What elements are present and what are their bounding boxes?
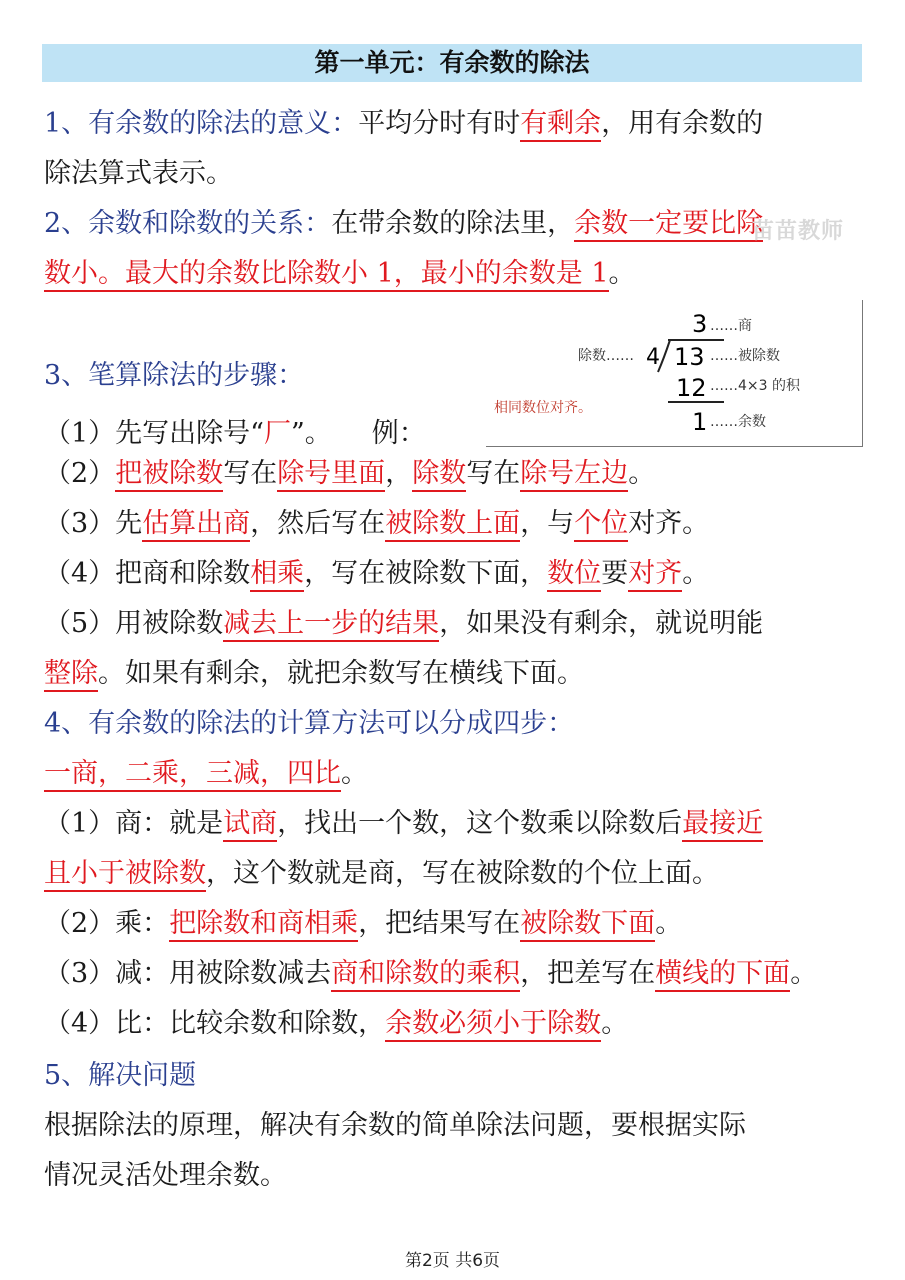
product-digits: 12 xyxy=(676,374,707,402)
text: ，把差写在 xyxy=(520,958,656,989)
text: 。 xyxy=(341,758,368,789)
method-3 xyxy=(44,956,817,992)
emphasis: 余数一定要比除 xyxy=(574,208,763,242)
section-4-heading: 4、有余数的除法的计算方法可以分成四步： xyxy=(44,708,575,739)
divisor-label: 除数…… xyxy=(578,348,634,364)
alignment-note: 相同数位对齐。 xyxy=(494,400,592,416)
section-2-line-1 xyxy=(44,206,763,242)
emphasis: 减去上一步的结果 xyxy=(223,608,439,642)
emphasis: 最接近 xyxy=(682,808,763,842)
emphasis: 被除数上面 xyxy=(385,508,520,542)
text: （2）乘： xyxy=(44,908,170,939)
text: （4）比：比较余数和除数， xyxy=(44,1008,386,1039)
remainder-digit: 1 xyxy=(692,408,708,436)
text: 对齐。 xyxy=(628,508,710,539)
text: 在带余数的除法里， xyxy=(331,208,575,239)
dividend-digits: 13 xyxy=(674,343,705,371)
emphasis: 把除数和商相乘 xyxy=(169,908,358,942)
section-3-heading: 3、笔算除法的步骤： xyxy=(44,360,305,391)
step-1 xyxy=(44,416,426,452)
emphasis: 把被除数 xyxy=(115,458,223,492)
text: ，把结果写在 xyxy=(358,908,521,939)
emphasis: 相乘 xyxy=(250,558,304,592)
section-1-heading: 1、有余数的除法的意义： xyxy=(44,108,359,139)
emphasis: 数位 xyxy=(547,558,601,592)
emphasis: 且小于被除数 xyxy=(44,858,206,892)
section-4-heading-line xyxy=(44,706,574,742)
step-3 xyxy=(44,506,709,542)
section-1-line-2 xyxy=(44,156,233,192)
section-2-heading: 2、余数和除数的关系： xyxy=(44,208,332,239)
remainder-label: ……余数 xyxy=(710,414,766,430)
text: 。 xyxy=(655,908,683,939)
emphasis: 估算出商 xyxy=(142,508,250,542)
section-5-line-1 xyxy=(44,1108,746,1144)
method-4 xyxy=(44,1006,628,1042)
text: 平均分时有时 xyxy=(358,108,521,139)
section-2-line-2 xyxy=(44,256,636,292)
text: 除法算式表示。 xyxy=(44,158,233,189)
page-footer: 第2页 共6页 xyxy=(404,1251,501,1271)
text: 要 xyxy=(601,558,629,589)
text: 写在 xyxy=(223,458,278,489)
division-figure xyxy=(486,300,862,446)
text: 。 xyxy=(628,458,656,489)
method-1-line-1 xyxy=(44,806,763,842)
text: ，如果没有剩余，就说明能 xyxy=(439,608,764,639)
step-2 xyxy=(44,456,655,492)
division-sign: 厂 xyxy=(263,418,291,449)
text: ， xyxy=(385,458,413,489)
section-1-line-1 xyxy=(44,106,763,142)
quotient-digit: 3 xyxy=(692,310,708,338)
emphasis: 横线的下面 xyxy=(655,958,790,992)
emphasis: 数小。最大的余数比除数小 1，最小的余数是 1 xyxy=(44,258,609,292)
text: ，与 xyxy=(520,508,575,539)
section-5-heading-line xyxy=(44,1058,196,1094)
product-label: ……4×3 的积 xyxy=(710,378,800,394)
emphasis: 被除数下面 xyxy=(520,908,655,942)
emphasis: 有剩余 xyxy=(520,108,601,142)
section-3-heading-line xyxy=(44,358,304,394)
text: ”。 xyxy=(290,418,332,449)
text: 根据除法的原理，解决有余数的简单除法问题，要根据实际 xyxy=(44,1110,746,1141)
text: 。如果有剩余，就把余数写在横线下面。 xyxy=(98,658,584,689)
text: 写在 xyxy=(466,458,521,489)
quotient-label: ……商 xyxy=(710,318,752,334)
text: ，然后写在 xyxy=(250,508,386,539)
divisor-digit: 4 xyxy=(646,345,660,370)
text: （5）用被除数 xyxy=(44,608,224,639)
text: 。 xyxy=(682,558,710,589)
text: 。 xyxy=(601,1008,629,1039)
text: （2） xyxy=(44,458,116,489)
step-5-line-1 xyxy=(44,606,763,642)
emphasis: 个位 xyxy=(574,508,628,542)
long-division-diagram xyxy=(486,300,863,447)
text: （3）减：用被除数减去 xyxy=(44,958,332,989)
step-5-line-2 xyxy=(44,656,584,692)
watermark: 苗苗教师 xyxy=(752,219,845,244)
emphasis: 除数 xyxy=(412,458,466,492)
emphasis: 对齐 xyxy=(628,558,682,592)
emphasis: 余数必须小于除数 xyxy=(385,1008,601,1042)
text: （3）先 xyxy=(44,508,143,539)
method-1-line-2 xyxy=(44,856,719,892)
page-title: 第一单元：有余数的除法 xyxy=(42,44,862,82)
text: （1）商：就是 xyxy=(44,808,224,839)
text: 情况灵活处理余数。 xyxy=(44,1160,287,1191)
text: ，用有余数的 xyxy=(601,108,764,139)
text: 。 xyxy=(608,258,636,289)
section-4-summary xyxy=(44,756,368,792)
method-2 xyxy=(44,906,682,942)
text: ，写在被除数下面， xyxy=(304,558,548,589)
text: ，这个数就是商，写在被除数的个位上面。 xyxy=(206,858,719,889)
section-5-line-2 xyxy=(44,1158,287,1194)
text: （1）先写出除号“ xyxy=(44,418,264,449)
step-4 xyxy=(44,556,709,592)
emphasis: 试商 xyxy=(223,808,277,842)
example-label: 例： xyxy=(371,418,426,449)
emphasis: 除号里面 xyxy=(277,458,385,492)
emphasis: 整除 xyxy=(44,658,98,692)
emphasis: 商和除数的乘积 xyxy=(331,958,520,992)
text: 。 xyxy=(790,958,818,989)
text: （4）把商和除数 xyxy=(44,558,251,589)
section-5-heading: 5、解决问题 xyxy=(44,1060,197,1091)
text: ，找出一个数，这个数乘以除数后 xyxy=(277,808,683,839)
emphasis: 一商，二乘，三减，四比 xyxy=(44,758,341,792)
emphasis: 除号左边 xyxy=(520,458,628,492)
dividend-label: ……被除数 xyxy=(710,348,780,364)
